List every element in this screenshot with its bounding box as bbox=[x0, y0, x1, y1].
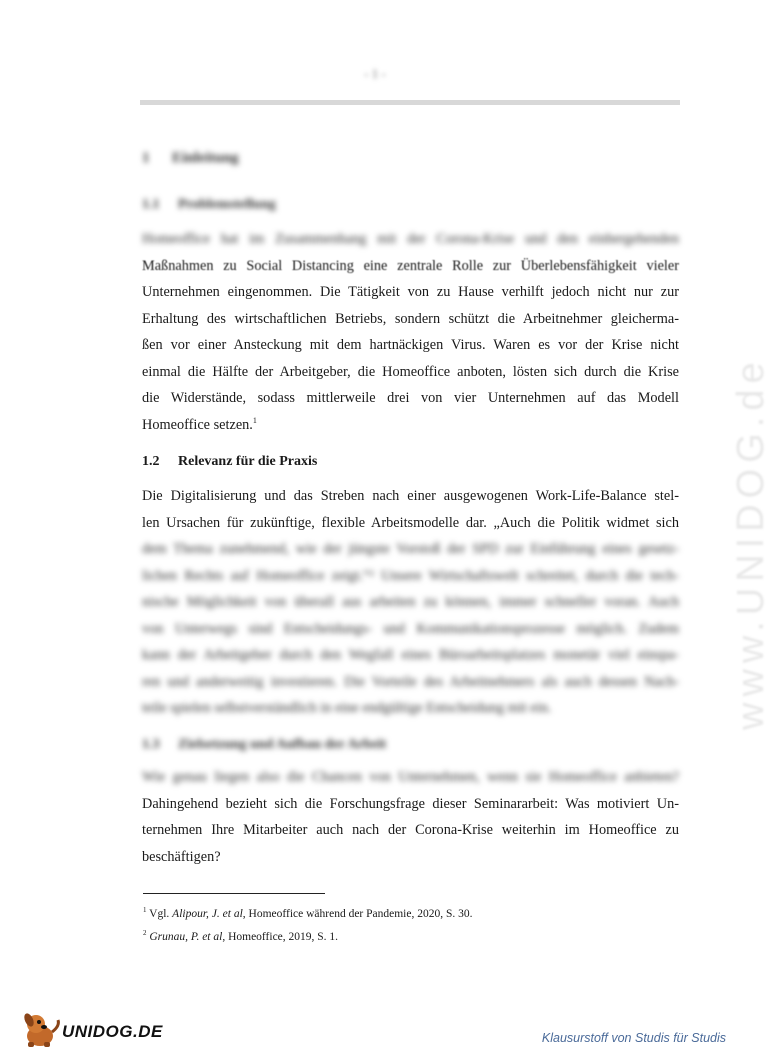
subsection-heading-1-2 bbox=[142, 454, 317, 470]
text-line: Unternehmen eingenommen. Die Tätigkeit von zu Hause verhilft jedoch nicht nur zur bbox=[142, 284, 679, 300]
section-heading bbox=[142, 150, 239, 167]
text-line: lichen Rechts auf Homeoffice zeigt.“² Unsere Wirtschaftswelt schreitet, durch die tech- bbox=[142, 567, 679, 584]
logo-text: UNIDOG.DE bbox=[62, 1022, 163, 1041]
page-number: - 1 - bbox=[364, 66, 386, 81]
text-line: beschäftigen? bbox=[142, 848, 221, 865]
text-line: dem Thema zunehmend, wie der jüngste Vorstoß der SPD zur Einführung eines gesetz- bbox=[142, 541, 679, 557]
footnote-text: , Homeoffice während der Pandemie, 2020, S. 30. bbox=[242, 908, 473, 920]
footnote-ref: 1 bbox=[252, 415, 257, 425]
footnote-mark: 1 bbox=[143, 906, 147, 915]
paragraph-zielsetzung bbox=[142, 764, 679, 870]
text-line: die Widerstände, sodass mittlerweile drei von vier Unternehmen auf das Modell bbox=[142, 390, 679, 406]
text-line: len Ursachen für zukünftige, flexible Arbeitsmodelle dar. „Auch die Politik widmet sich bbox=[142, 514, 679, 531]
section-number: 1 bbox=[142, 150, 150, 166]
text-line: Erhaltung des wirtschaftlichen Betriebs, sondern schützt die Arbeitnehmer gleicherma- bbox=[142, 310, 679, 327]
footer-tagline: Klausurstoff von Studis für Studis bbox=[541, 1031, 726, 1045]
subsection-number: 1.2 bbox=[142, 454, 160, 469]
text-line: teile spielen selbstverständlich in eine endgültige Entscheidung mit ein. bbox=[142, 700, 552, 716]
subsection-title: Zielsetzung und Aufbau der Arbeit bbox=[178, 737, 387, 752]
unidog-logo bbox=[22, 1010, 162, 1050]
footnote-text: , Homeoffice, 2019, S. 1. bbox=[222, 931, 339, 943]
text-line: einmal die Hälfte der Arbeitgeber, die Homeoffice anboten, lösten sich durch die Krise bbox=[142, 363, 679, 380]
footnote-rule bbox=[143, 893, 325, 894]
section-title: Einleitung bbox=[172, 150, 239, 166]
dog-mascot-icon bbox=[22, 1010, 66, 1050]
text-line: Wie genau liegen also die Chancen von Unternehmen, wenn sie Homeoffice anbieten? bbox=[142, 769, 679, 785]
text-line: kann der Arbeitgeber durch den Wegfall eines Büroarbeitsplatzes monetär viel einspa- bbox=[142, 647, 679, 663]
text-line-last bbox=[142, 412, 679, 439]
footnote-author: Grunau, P. et al bbox=[149, 931, 223, 943]
subsection-number: 1.1 bbox=[142, 197, 160, 212]
watermark-text: www.UNIDOG.de bbox=[730, 356, 772, 730]
paragraph-problemstellung bbox=[142, 226, 679, 438]
header-rule bbox=[140, 100, 680, 105]
text-line: von Unterwegs sind Entscheidungs- und Kommunikationsprozesse möglich. Zudem bbox=[142, 620, 679, 637]
text-line: nische Möglichkeit von überall aus arbeiten zu können, immer schneller voran. Auch bbox=[142, 594, 679, 610]
text-line: Maßnahmen zu Social Distancing eine zentrale Rolle zur Überlebensfähigkeit vieler bbox=[142, 257, 679, 274]
watermark bbox=[690, 240, 772, 740]
footnote-author: Alipour, J. et al bbox=[172, 908, 243, 920]
text-line: ßen vor einer Ansteckung mit dem hartnäckigen Virus. Waren es vor der Krise nicht bbox=[142, 337, 679, 353]
footnote-2 bbox=[143, 931, 338, 943]
text-line: ren und anderweitig investieren. Die Vorteile des Arbeitnehmers als auch dessen Nach- bbox=[142, 673, 679, 690]
subsection-title: Relevanz für die Praxis bbox=[178, 454, 318, 469]
subsection-title: Problemstellung bbox=[178, 197, 276, 212]
text-line: Die Digitalisierung und das Streben nach einer ausgewogenen Work-Life-Balance stel- bbox=[142, 488, 679, 504]
footnote-pre: Vgl. bbox=[149, 908, 173, 920]
text-line: Dahingehend bezieht sich die Forschungsfrage dieser Seminararbeit: Was motiviert Un- bbox=[142, 795, 679, 812]
subsection-heading-1-3 bbox=[142, 737, 386, 753]
text-line: ternehmen Ihre Mitarbeiter auch nach der Corona-Krise weiterhin im Homeoffice zu bbox=[142, 822, 679, 838]
text-line: Homeoffice hat im Zusammenhang mit der Corona-Krise und den einhergehenden bbox=[142, 231, 679, 247]
footnote-1 bbox=[143, 908, 473, 920]
paragraph-relevanz bbox=[142, 483, 679, 722]
text-line-content: Homeoffice setzen. bbox=[142, 416, 253, 433]
subsection-number: 1.3 bbox=[142, 737, 160, 752]
footnote-mark: 2 bbox=[143, 929, 147, 938]
subsection-heading-1-1 bbox=[142, 197, 276, 213]
